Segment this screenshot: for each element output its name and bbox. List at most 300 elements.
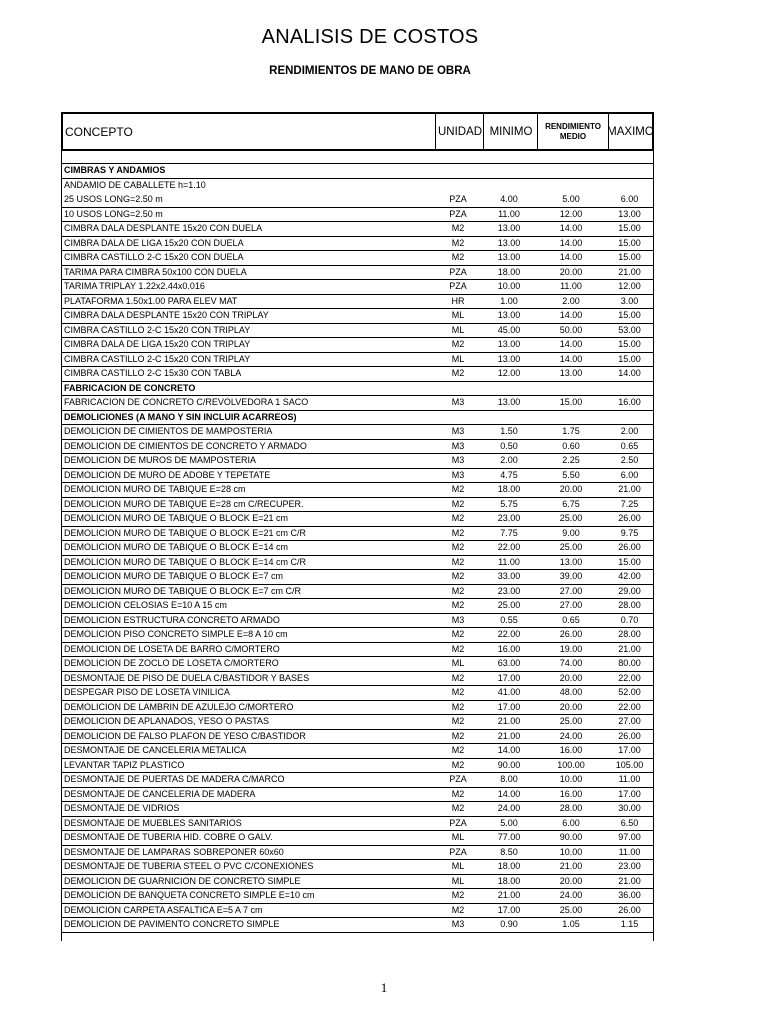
cell-rendimiento-medio: 16.00 xyxy=(559,788,583,799)
cell-concepto: DESMONTAJE DE MUEBLES SANITARIOS xyxy=(64,817,242,828)
cell-rendimiento-medio: 20.00 xyxy=(559,484,583,494)
cell-unidad: PZA xyxy=(449,266,467,277)
cell-rendimiento-medio: 74.00 xyxy=(559,658,583,668)
cell-minimo: 7.75 xyxy=(500,527,518,538)
cell-concepto: DEMOLICION MURO DE TABIQUE O BLOCK E=21 cm xyxy=(64,513,288,523)
cell-minimo: 13.00 xyxy=(497,339,521,349)
table-row xyxy=(62,541,653,556)
cell-unidad: M2 xyxy=(451,687,465,697)
cell-rendimiento-medio: 11.00 xyxy=(560,281,582,291)
cell-maximo: 26.00 xyxy=(618,730,641,741)
cell-unidad: ML xyxy=(451,832,465,842)
cell-unidad: M2 xyxy=(451,672,465,683)
cell-concepto: DEMOLICION MURO DE TABIQUE O BLOCK E=7 cm xyxy=(64,571,283,581)
cell-maximo: 97.00 xyxy=(618,832,641,842)
cell-minimo: 18.00 xyxy=(497,266,521,277)
cell-maximo: 21.00 xyxy=(618,643,641,654)
cell-concepto: DEMOLICION MURO DE TABIQUE O BLOCK E=7 cm C/R xyxy=(64,585,301,596)
cell-maximo: 36.00 xyxy=(618,890,641,900)
cell-unidad: M2 xyxy=(451,759,465,770)
table-row xyxy=(62,556,653,571)
cell-rendimiento-medio: 0.65 xyxy=(562,614,580,625)
cell-maximo: 30.00 xyxy=(618,803,641,813)
cell-maximo: 22.00 xyxy=(618,672,641,683)
cell-rendimiento-medio: 21.00 xyxy=(559,861,583,871)
cell-unidad: M3 xyxy=(451,469,465,480)
cell-unidad: M2 xyxy=(451,542,465,552)
table-row xyxy=(62,498,653,513)
cell-maximo: 2.50 xyxy=(620,455,639,465)
cell-concepto: TARIMA TRIPLAY 1.22x2.44x0.016 xyxy=(64,281,205,291)
header-rendimiento-medio: RENDIMIENTO MEDIO xyxy=(537,114,609,149)
cell-rendimiento-medio: 28.00 xyxy=(559,803,583,813)
table-row xyxy=(62,802,653,817)
costs-table xyxy=(61,112,654,941)
cell-concepto: DEMOLICION PISO CONCRETO SIMPLE E=8 A 10 cm xyxy=(64,629,288,639)
cell-unidad: M2 xyxy=(451,498,465,509)
table-row xyxy=(62,280,653,295)
cell-rendimiento-medio: 1.05 xyxy=(562,919,580,929)
cell-maximo: 17.00 xyxy=(618,745,641,755)
cell-unidad: M3 xyxy=(451,440,465,451)
cell-unidad: M2 xyxy=(451,339,465,349)
cell-unidad: ML xyxy=(451,310,465,320)
cell-maximo: 21.00 xyxy=(618,875,641,886)
cell-maximo: 15.00 xyxy=(618,223,641,233)
table-row xyxy=(62,860,653,875)
cell-unidad: ML xyxy=(451,875,465,886)
cell-minimo: 1.00 xyxy=(500,295,518,306)
cell-rendimiento-medio: 24.00 xyxy=(559,730,583,741)
table-row xyxy=(62,324,653,339)
cell-unidad: M2 xyxy=(451,730,465,741)
cell-rendimiento-medio: 13.00 xyxy=(559,368,583,378)
cell-concepto: DESMONTAJE DE TUBERIA HID. COBRE O GALV. xyxy=(64,832,273,842)
cell-minimo: 11.00 xyxy=(498,208,520,219)
cell-minimo: 63.00 xyxy=(497,658,521,668)
cell-minimo: 22.00 xyxy=(497,542,521,552)
table-row xyxy=(62,440,653,455)
cell-concepto: CIMBRA DALA DE LIGA 15x20 CON DUELA xyxy=(64,237,244,248)
cell-concepto: CIMBRAS Y ANDAMIOS xyxy=(64,165,166,175)
cell-rendimiento-medio: 14.00 xyxy=(559,339,583,349)
cell-unidad: ML xyxy=(451,658,465,668)
table-row xyxy=(62,512,653,527)
cell-rendimiento-medio: 20.00 xyxy=(559,672,583,683)
table-row xyxy=(62,817,653,832)
table-row xyxy=(62,744,653,759)
cell-unidad: PZA xyxy=(449,208,467,219)
table-row xyxy=(62,773,653,788)
table-row xyxy=(62,193,653,208)
table-row xyxy=(62,396,653,411)
table-row xyxy=(62,585,653,600)
cell-unidad: M2 xyxy=(451,788,465,799)
cell-concepto: CIMBRA CASTILLO 2-C 15x20 CON TRIPLAY xyxy=(64,324,251,335)
cell-maximo: 26.00 xyxy=(618,542,641,552)
table-row xyxy=(62,208,653,223)
cell-maximo: 3.00 xyxy=(620,295,639,306)
cell-rendimiento-medio: 25.00 xyxy=(559,716,583,726)
cell-unidad: M2 xyxy=(451,600,465,610)
cell-unidad: M2 xyxy=(451,223,465,233)
cell-unidad: M2 xyxy=(451,585,465,596)
cell-maximo: 7.25 xyxy=(620,498,639,509)
cell-minimo: 23.00 xyxy=(497,513,521,523)
cell-minimo: 13.00 xyxy=(497,237,521,248)
cell-concepto: DESMONTAJE DE LAMPARAS SOBREPONER 60x60 xyxy=(64,846,284,857)
cell-unidad: M3 xyxy=(451,426,465,436)
cell-concepto: DEMOLICIONES (A MANO Y SIN INCLUIR ACARREOS) xyxy=(64,411,297,422)
cell-rendimiento-medio: 1.75 xyxy=(562,426,580,436)
cell-maximo: 42.00 xyxy=(618,571,641,581)
cell-unidad: PZA xyxy=(449,194,467,204)
cell-unidad: M2 xyxy=(451,556,465,567)
cell-unidad: M3 xyxy=(451,455,465,465)
cell-minimo: 14.00 xyxy=(497,788,521,799)
cell-unidad: PZA xyxy=(449,846,467,857)
cell-rendimiento-medio: 15.00 xyxy=(559,397,583,407)
cell-minimo: 2.00 xyxy=(500,455,518,465)
cell-concepto: DEMOLICION DE PAVIMENTO CONCRETO SIMPLE xyxy=(64,919,280,929)
cell-unidad: M2 xyxy=(451,904,465,915)
cell-minimo: 17.00 xyxy=(497,904,521,915)
cell-minimo: 5.00 xyxy=(500,817,518,828)
table-row xyxy=(62,251,653,266)
cell-minimo: 8.50 xyxy=(500,846,518,857)
cell-concepto: DESMONTAJE DE VIDRIOS xyxy=(64,803,180,813)
cell-rendimiento-medio: 39.00 xyxy=(559,571,583,581)
cell-rendimiento-medio: 14.00 xyxy=(559,237,583,248)
cell-unidad: M2 xyxy=(451,527,465,538)
table-row xyxy=(62,643,653,658)
cell-minimo: 25.00 xyxy=(497,600,521,610)
cell-unidad: M2 xyxy=(451,484,465,494)
cell-concepto: DEMOLICION DE LAMBRIN DE AZULEJO C/MORTERO xyxy=(64,701,294,712)
cell-concepto: DESMONTAJE DE PUERTAS DE MADERA C/MARCO xyxy=(64,774,285,784)
cell-maximo: 9.75 xyxy=(620,527,639,538)
cell-rendimiento-medio: 48.00 xyxy=(559,687,583,697)
cell-maximo: 22.00 xyxy=(618,701,641,712)
cell-concepto: DEMOLICION MURO DE TABIQUE O BLOCK E=14 cm C/R xyxy=(64,556,306,567)
table-row xyxy=(62,527,653,542)
cell-rendimiento-medio: 20.00 xyxy=(559,875,583,886)
cell-minimo: 77.00 xyxy=(497,832,521,842)
table-row xyxy=(62,904,653,919)
cell-minimo: 24.00 xyxy=(497,803,521,813)
page-number: 1 xyxy=(380,980,388,995)
cell-minimo: 18.00 xyxy=(497,875,521,886)
table-row xyxy=(62,715,653,730)
cell-concepto: CIMBRA CASTILLO 2-C 15x20 CON TRIPLAY xyxy=(64,353,251,364)
cell-minimo: 11.00 xyxy=(498,556,520,567)
cell-unidad: PZA xyxy=(449,281,467,291)
table-row xyxy=(62,759,653,774)
cell-unidad: M2 xyxy=(451,513,465,523)
cell-rendimiento-medio: 27.00 xyxy=(559,585,583,596)
cell-rendimiento-medio: 6.00 xyxy=(562,817,580,828)
cell-concepto: FABRICACION DE CONCRETO xyxy=(64,382,196,393)
cell-rendimiento-medio: 2.00 xyxy=(562,295,580,306)
table-row xyxy=(62,846,653,861)
cell-maximo: 15.00 xyxy=(618,339,641,349)
cell-minimo: 0.55 xyxy=(500,614,518,625)
cell-minimo: 41.00 xyxy=(497,687,521,697)
table-row xyxy=(62,483,653,498)
cell-rendimiento-medio: 14.00 xyxy=(559,353,583,364)
cell-rendimiento-medio: 20.00 xyxy=(559,701,583,712)
cell-maximo: 11.00 xyxy=(618,774,641,784)
cell-unidad: M2 xyxy=(451,643,465,654)
cell-concepto: DEMOLICION DE GUARNICION DE CONCRETO SIMPLE xyxy=(64,875,301,886)
cell-minimo: 23.00 xyxy=(497,585,521,596)
table-row xyxy=(62,686,653,701)
cell-minimo: 4.00 xyxy=(500,194,518,204)
cell-maximo: 26.00 xyxy=(618,513,641,523)
table-row xyxy=(62,788,653,803)
cell-concepto: DEMOLICION MURO DE TABIQUE O BLOCK E=21 cm C/R xyxy=(64,527,306,538)
cell-rendimiento-medio: 2.25 xyxy=(562,455,580,465)
table-row xyxy=(62,730,653,745)
cell-rendimiento-medio: 14.00 xyxy=(559,310,583,320)
cell-maximo: 0.65 xyxy=(620,440,639,451)
cell-concepto: DEMOLICION DE BANQUETA CONCRETO SIMPLE E=10 cm xyxy=(64,890,315,900)
cell-minimo: 21.00 xyxy=(497,890,521,900)
section-row xyxy=(62,411,653,426)
cell-concepto: DEMOLICION MURO DE TABIQUE E=28 cm xyxy=(64,484,246,494)
section-row xyxy=(62,164,653,179)
cell-rendimiento-medio: 12.00 xyxy=(559,208,583,219)
cell-maximo: 80.00 xyxy=(618,658,641,668)
cell-concepto: FABRICACION DE CONCRETO C/REVOLVEDORA 1 SACO xyxy=(64,397,309,407)
cell-rendimiento-medio: 0.60 xyxy=(562,440,580,451)
cell-minimo: 5.75 xyxy=(500,498,518,509)
cell-minimo: 13.00 xyxy=(497,252,521,262)
cell-unidad: M2 xyxy=(451,629,465,639)
cell-rendimiento-medio: 27.00 xyxy=(559,600,583,610)
cell-minimo: 1.50 xyxy=(500,426,518,436)
cell-unidad: M2 xyxy=(451,803,465,813)
cell-unidad: M2 xyxy=(451,252,465,262)
cell-minimo: 0.50 xyxy=(500,440,518,451)
header-concepto: CONCEPTO xyxy=(65,124,133,139)
cell-rendimiento-medio: 9.00 xyxy=(562,527,580,538)
cell-maximo: 15.00 xyxy=(618,556,641,567)
cell-minimo: 13.00 xyxy=(497,353,521,364)
table-row xyxy=(62,338,653,353)
cell-maximo: 15.00 xyxy=(618,353,641,364)
cell-minimo: 0.90 xyxy=(500,919,518,929)
cell-maximo: 0.70 xyxy=(620,614,639,625)
table-row xyxy=(62,309,653,324)
cell-concepto: 10 USOS LONG=2.50 m xyxy=(64,208,163,219)
cell-minimo: 17.00 xyxy=(497,672,521,683)
cell-maximo: 26.00 xyxy=(618,904,641,915)
cell-minimo: 16.00 xyxy=(497,643,521,654)
page-subtitle: RENDIMIENTOS DE MANO DE OBRA xyxy=(269,65,471,77)
cell-rendimiento-medio: 50.00 xyxy=(559,324,583,335)
table-row xyxy=(62,672,653,687)
cell-concepto: DESMONTAJE DE CANCELERIA DE MADERA xyxy=(64,788,256,799)
table-row xyxy=(62,628,653,643)
table-body xyxy=(61,164,654,933)
cell-minimo: 18.00 xyxy=(497,484,521,494)
cell-concepto: DEMOLICION CELOSIAS E=10 A 15 cm xyxy=(64,600,227,610)
cell-rendimiento-medio: 26.00 xyxy=(559,629,583,639)
cell-minimo: 13.00 xyxy=(497,310,521,320)
cell-minimo: 45.00 xyxy=(497,324,521,335)
cell-concepto: 25 USOS LONG=2.50 m xyxy=(64,194,163,204)
cell-unidad: M3 xyxy=(451,919,465,929)
table-header xyxy=(61,112,654,151)
cell-concepto: DEMOLICION DE CIMIENTOS DE CONCRETO Y ARMADO xyxy=(64,440,307,451)
cell-minimo: 17.00 xyxy=(497,701,521,712)
section-row xyxy=(62,382,653,397)
cell-concepto: DEMOLICION CARPETA ASFALTICA E=5 A 7 cm xyxy=(64,904,263,915)
cell-maximo: 52.00 xyxy=(618,687,641,697)
cell-maximo: 1.15 xyxy=(620,919,639,929)
cell-maximo: 23.00 xyxy=(618,861,641,871)
cell-concepto: PLATAFORMA 1.50x1.00 PARA ELEV MAT xyxy=(64,295,238,306)
cell-concepto: DEMOLICION DE LOSETA DE BARRO C/MORTERO xyxy=(64,643,280,654)
cell-unidad: PZA xyxy=(449,774,467,784)
table-row xyxy=(62,657,653,672)
cell-maximo: 14.00 xyxy=(618,368,641,378)
cell-concepto: CIMBRA DALA DESPLANTE 15x20 CON DUELA xyxy=(64,223,263,233)
cell-maximo: 16.00 xyxy=(618,397,641,407)
table-continuation xyxy=(61,933,654,941)
cell-concepto: CIMBRA DALA DE LIGA 15x20 CON TRIPLAY xyxy=(64,339,251,349)
cell-rendimiento-medio: 5.00 xyxy=(562,194,580,204)
cell-concepto: DEMOLICION MURO DE TABIQUE O BLOCK E=14 cm xyxy=(64,542,288,552)
cell-rendimiento-medio: 13.00 xyxy=(559,556,583,567)
table-row xyxy=(62,425,653,440)
cell-minimo: 8.00 xyxy=(500,774,518,784)
cell-unidad: M2 xyxy=(451,237,465,248)
table-row xyxy=(62,237,653,252)
cell-rendimiento-medio: 16.00 xyxy=(559,745,583,755)
cell-concepto: DESMONTAJE DE CANCELERIA METALICA xyxy=(64,745,247,755)
cell-maximo: 21.00 xyxy=(618,266,641,277)
cell-maximo: 105.00 xyxy=(615,759,644,770)
cell-rendimiento-medio: 5.50 xyxy=(562,469,580,480)
cell-unidad: PZA xyxy=(449,817,467,828)
cell-maximo: 11.00 xyxy=(618,846,641,857)
cell-concepto: DESMONTAJE DE PISO DE DUELA C/BASTIDOR Y BASES xyxy=(64,672,310,683)
cell-maximo: 15.00 xyxy=(618,310,641,320)
cell-minimo: 13.00 xyxy=(497,223,521,233)
cell-concepto: DESMONTAJE DE TUBERIA STEEL O PVC C/CONEXIONES xyxy=(64,861,314,871)
table-row xyxy=(62,454,653,469)
cell-maximo: 15.00 xyxy=(618,252,641,262)
cell-rendimiento-medio: 25.00 xyxy=(559,513,583,523)
cell-unidad: M2 xyxy=(451,368,465,378)
cell-rendimiento-medio: 25.00 xyxy=(559,904,583,915)
cell-rendimiento-medio: 25.00 xyxy=(559,542,583,552)
table-row xyxy=(62,570,653,585)
cell-minimo: 12.00 xyxy=(497,368,521,378)
cell-maximo: 17.00 xyxy=(618,788,641,799)
cell-concepto: DEMOLICION ESTRUCTURA CONCRETO ARMADO xyxy=(64,614,280,625)
table-row xyxy=(62,889,653,904)
cell-maximo: 28.00 xyxy=(618,629,641,639)
cell-rendimiento-medio: 10.00 xyxy=(559,846,583,857)
table-row xyxy=(62,367,653,382)
cell-unidad: M2 xyxy=(451,890,465,900)
cell-maximo: 2.00 xyxy=(620,426,639,436)
cell-rendimiento-medio: 24.00 xyxy=(559,890,583,900)
cell-minimo: 21.00 xyxy=(497,730,521,741)
cell-maximo: 28.00 xyxy=(618,600,641,610)
cell-unidad: M2 xyxy=(451,701,465,712)
cell-minimo: 10.00 xyxy=(497,281,521,291)
table-row xyxy=(62,875,653,890)
cell-rendimiento-medio: 14.00 xyxy=(559,252,583,262)
header-minimo: MINIMO xyxy=(483,114,538,149)
cell-minimo: 14.00 xyxy=(497,745,521,755)
header-maximo: MAXIMO xyxy=(607,125,654,138)
table-row xyxy=(62,353,653,368)
cell-maximo: 29.00 xyxy=(618,585,641,596)
header-spacer-row xyxy=(61,151,654,164)
table-row xyxy=(62,179,653,194)
cell-minimo: 18.00 xyxy=(497,861,521,871)
cell-unidad: M2 xyxy=(451,745,465,755)
table-row xyxy=(62,295,653,310)
cell-concepto: DEMOLICION DE APLANADOS, YESO O PASTAS xyxy=(64,716,270,726)
cell-concepto: DEMOLICION DE ZOCLO DE LOSETA C/MORTERO xyxy=(64,658,279,668)
table-row xyxy=(62,266,653,281)
cell-concepto: DEMOLICION MURO DE TABIQUE E=28 cm C/RECUPER. xyxy=(64,498,304,509)
table-row xyxy=(62,614,653,629)
cell-minimo: 21.00 xyxy=(497,716,521,726)
cell-unidad: ML xyxy=(451,861,465,871)
cell-maximo: 15.00 xyxy=(618,237,641,248)
cell-maximo: 12.00 xyxy=(618,281,641,291)
table-row xyxy=(62,918,653,933)
cell-concepto: DESPEGAR PISO DE LOSETA VINILICA xyxy=(64,687,230,697)
cell-maximo: 6.00 xyxy=(620,194,639,204)
header-unidad: UNIDAD xyxy=(435,114,484,149)
cell-concepto: TARIMA PARA CIMBRA 50x100 CON DUELA xyxy=(64,266,247,277)
cell-concepto: ANDAMIO DE CABALLETE h=1.10 xyxy=(64,179,206,190)
cell-maximo: 27.00 xyxy=(618,716,641,726)
cell-maximo: 21.00 xyxy=(618,484,641,494)
cell-rendimiento-medio: 100.00 xyxy=(557,759,585,770)
table-row xyxy=(62,701,653,716)
cell-concepto: DEMOLICION DE MURO DE ADOBE Y TEPETATE xyxy=(64,469,271,480)
cell-rendimiento-medio: 20.00 xyxy=(559,266,583,277)
table-row xyxy=(62,599,653,614)
table-row xyxy=(62,469,653,484)
cell-rendimiento-medio: 19.00 xyxy=(559,643,583,654)
cell-minimo: 4.75 xyxy=(500,469,518,480)
cell-concepto: CIMBRA CASTILLO 2-C 15x20 CON DUELA xyxy=(64,252,244,262)
cell-maximo: 13.00 xyxy=(618,208,641,219)
cell-rendimiento-medio: 90.00 xyxy=(559,832,583,842)
cell-concepto: CIMBRA DALA DESPLANTE 15x20 CON TRIPLAY xyxy=(64,310,269,320)
page-title: ANALISIS DE COSTOS xyxy=(261,26,479,48)
cell-maximo: 6.50 xyxy=(620,817,639,828)
cell-unidad: ML xyxy=(451,353,465,364)
cell-unidad: M3 xyxy=(451,397,465,407)
cell-maximo: 53.00 xyxy=(618,324,641,335)
cell-unidad: HR xyxy=(451,295,465,306)
table-row xyxy=(62,222,653,237)
cell-maximo: 6.00 xyxy=(620,469,639,480)
cell-rendimiento-medio: 14.00 xyxy=(559,223,583,233)
cell-minimo: 90.00 xyxy=(497,759,521,770)
